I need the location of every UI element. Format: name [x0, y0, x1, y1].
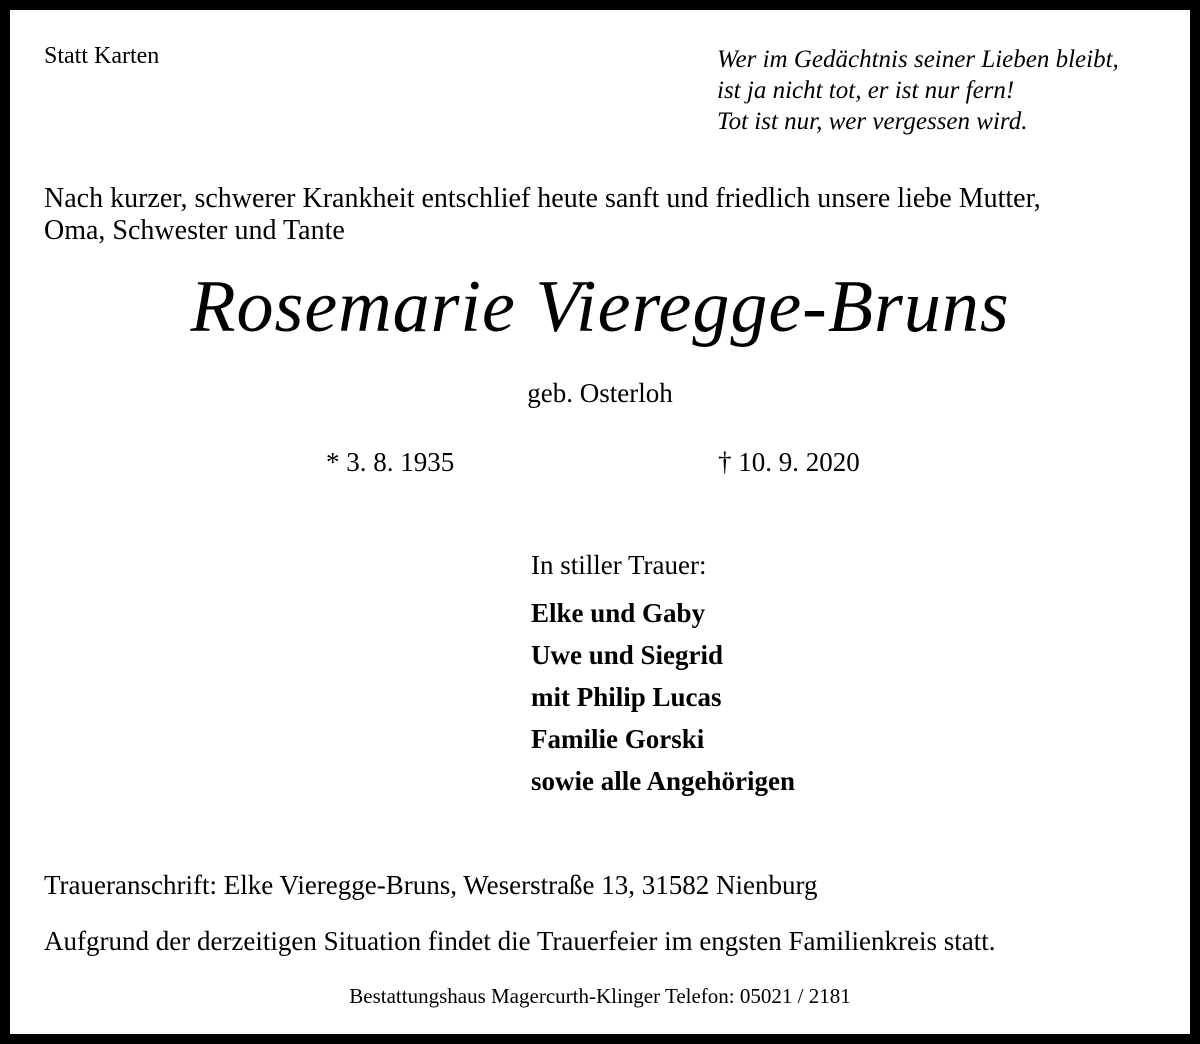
funeral-notice: Aufgrund der derzeitigen Situation findet die Trauerfeier im engsten Familienkreis statt. — [44, 926, 996, 956]
statt-karten-label: Statt Karten — [44, 43, 160, 69]
mourner-name: mit Philip Lucas — [531, 682, 722, 712]
intro-line: Nach kurzer, schwerer Krankheit entschlief heute sanft und friedlich unsere liebe Mutter, — [44, 183, 1041, 214]
quote-line: Tot ist nur, wer vergessen wird. — [717, 108, 1028, 135]
quote-line: Wer im Gedächtnis seiner Lieben bleibt, — [717, 46, 1119, 73]
mourner-name: Uwe und Siegrid — [531, 640, 724, 670]
mourner-name: Familie Gorski — [531, 724, 705, 754]
memorial-quote — [717, 44, 1177, 137]
death-date: † 10. 9. 2020 — [718, 447, 860, 477]
mourner-name: Elke und Gaby — [531, 598, 706, 628]
mourning-label: In stiller Trauer: — [531, 550, 707, 580]
mourner-name: sowie alle Angehörigen — [531, 766, 795, 796]
birth-name: geb. Osterloh — [527, 378, 673, 408]
quote-line: ist ja nicht tot, er ist nur fern! — [717, 77, 1015, 104]
birth-date: * 3. 8. 1935 — [326, 447, 455, 477]
intro-text — [44, 183, 1174, 247]
mourning-address: Traueranschrift: Elke Vieregge-Bruns, Weserstraße 13, 31582 Nienburg — [44, 870, 818, 900]
deceased-name: Rosemarie Vieregge-Bruns — [190, 266, 1010, 348]
intro-line: Oma, Schwester und Tante — [44, 215, 345, 246]
mourners-list — [531, 598, 795, 808]
funeral-home-contact: Bestattungshaus Magercurth-Klinger Telefon: 05021 / 2181 — [349, 984, 851, 1008]
